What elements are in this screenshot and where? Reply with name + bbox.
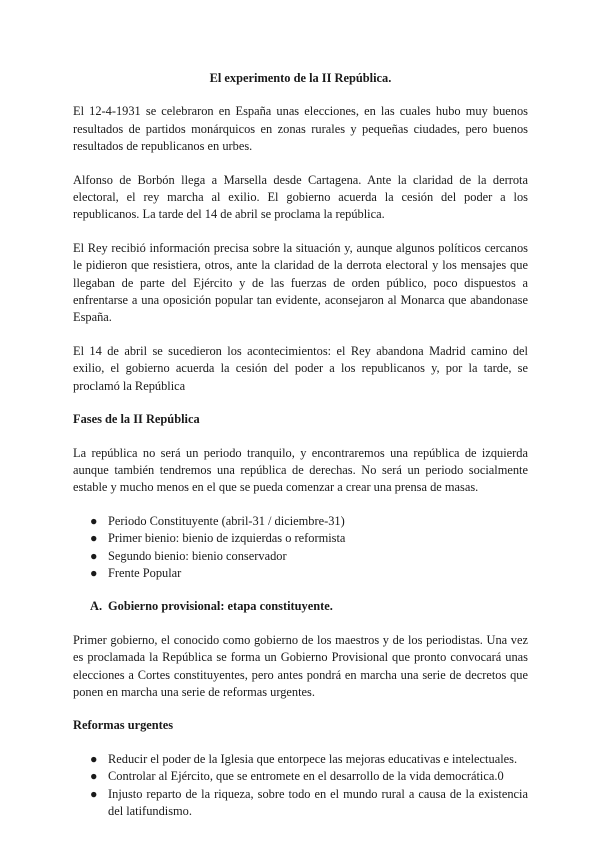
list-item-text: Reducir el poder de la Iglesia que entorpece las mejoras educativas e intelectuales. (108, 751, 518, 766)
intro-paragraph-1: El 12-4-1931 se celebraron en España unas elecciones, en las cuales hubo muy buenos resultados de partidos monárquicos en zonas rurales y pequeñas ciudades, pero buenos resultados de republicanos en urbes. (73, 104, 528, 154)
fases-paragraph: La república no será un periodo tranquilo, y encontraremos una república de izquierda aunque también tendremos una república de derechas. No será un periodo socialmente estable y mucho menos en el que se pueda comenzar a crear una prensa de masas. (73, 445, 528, 495)
list-item-text: Segundo bienio: bienio conservador (108, 548, 287, 563)
list-item-text: Primer bienio: bienio de izquierdas o reformista (108, 531, 346, 546)
list-item (73, 786, 528, 821)
intro-paragraph-3: El Rey recibió información precisa sobre la situación y, aunque algunos políticos cercanos le pidieron que resistiera, otros, ante la claridad de la derrota electoral y los mensajes que llegaban de parte del Ejército y de las fuerzas de orden público, poco dispuestos a enfrentarse a una oposición popular tan evidente, aconsejaron al Monarca que abandonase España. (73, 240, 528, 325)
document-title: El experimento de la II República. (209, 71, 392, 85)
bullet-icon: ● (90, 513, 98, 528)
bullet-icon: ● (90, 786, 98, 801)
gobierno-heading (73, 598, 528, 615)
list-item-text: Periodo Constituyente (abril-31 / diciembre-31) (108, 513, 345, 528)
bullet-icon: ● (90, 751, 98, 766)
fases-heading: Fases de la II República (73, 412, 200, 427)
list-item (73, 751, 528, 768)
fases-list (73, 513, 528, 583)
gobierno-heading-text: Gobierno provisional: etapa constituyente. (108, 599, 333, 614)
list-item (73, 565, 528, 582)
gobierno-paragraph: Primer gobierno, el conocido como gobierno de los maestros y de los periodistas. Una vez es proclamada la República se forma un Gobierno Provisional que pronto convocará unas elecciones a Cortes constituyentes, pero antes pondrá en marcha una serie de decretos que ponen en marcha una serie de reformas urgentes. (73, 632, 528, 699)
list-item-text: Controlar al Ejército, que se entromete en el desarrollo de la vida democrática.0 (108, 769, 504, 784)
list-item-text: Injusto reparto de la riqueza, sobre todo en el mundo rural a causa de la existencia del latifundismo. (108, 786, 528, 818)
list-item (73, 530, 528, 547)
list-item-text: Frente Popular (108, 565, 182, 580)
bullet-icon: ● (90, 548, 98, 563)
bullet-icon: ● (90, 565, 98, 580)
reformas-list (73, 751, 528, 821)
intro-paragraph-4: El 14 de abril se sucedieron los acontecimientos: el Rey abandona Madrid camino del exilio, el gobierno acuerda la cesión del poder a los republicanos y, por la tarde, se proclamó la República (73, 343, 528, 393)
list-item (73, 548, 528, 565)
list-item (73, 513, 528, 530)
gobierno-heading-letter: A. (90, 599, 103, 614)
reformas-heading: Reformas urgentes (73, 718, 174, 733)
document-page (73, 70, 528, 836)
intro-paragraph-2: Alfonso de Borbón llega a Marsella desde Cartagena. Ante la claridad de la derrota electoral, el rey marcha al exilio. El gobierno acuerda la cesión del poder a los republicanos. La tarde del 14 de abril se proclama la república. (73, 172, 528, 222)
bullet-icon: ● (90, 769, 98, 784)
list-item (73, 768, 528, 785)
bullet-icon: ● (90, 531, 98, 546)
